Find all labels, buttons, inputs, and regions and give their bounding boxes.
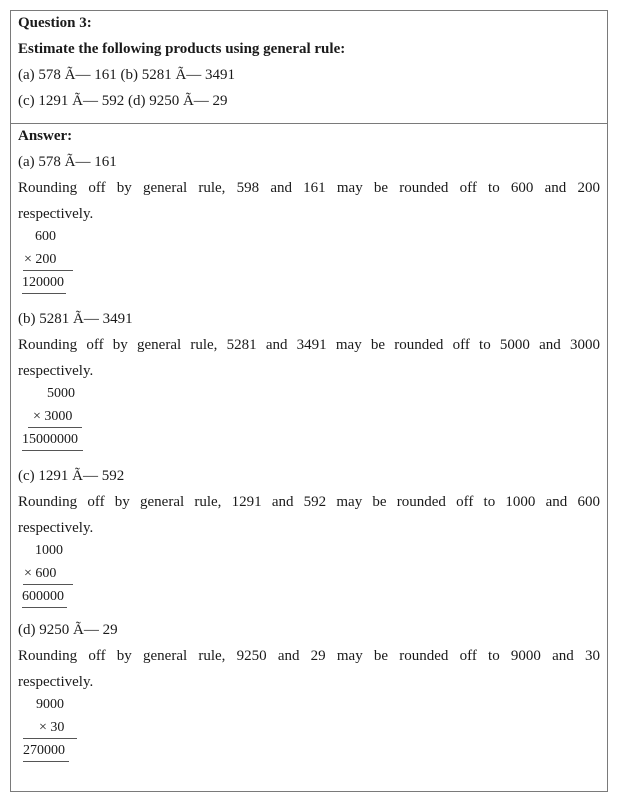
question-prompt: Estimate the following products using general rule: <box>18 41 346 57</box>
part-b-explanation: Rounding off by general rule, 5281 and 3491 may be rounded off to 5000 and 3000 <box>18 337 600 353</box>
part-a-explanation-end: respectively. <box>18 206 94 222</box>
question-answer-table <box>10 10 608 792</box>
part-d-multiplicand: 9000 <box>36 697 64 712</box>
part-d-explanation: Rounding off by general rule, 9250 and 29 may be rounded off to 9000 and 30 <box>18 648 600 664</box>
part-d-multiplier: × 30 <box>39 720 65 735</box>
part-c-multiplicand: 1000 <box>35 543 63 558</box>
part-b-underline <box>22 450 83 451</box>
part-b-multiplier: × 3000 <box>33 409 73 424</box>
part-c-product: 600000 <box>22 589 64 604</box>
part-a-rule <box>23 270 73 271</box>
part-c-multiplier: × 600 <box>24 566 57 581</box>
part-c-underline <box>22 607 67 608</box>
question-cell <box>11 11 607 124</box>
answer-title: Answer: <box>18 128 73 144</box>
part-d-label: (d) 9250 Ã— 29 <box>18 622 118 638</box>
part-d-underline <box>23 761 69 762</box>
part-b-multiplicand: 5000 <box>47 386 75 401</box>
part-a-multiplier: × 200 <box>24 252 57 267</box>
part-d-explanation-end: respectively. <box>18 674 94 690</box>
part-a-product: 120000 <box>22 275 64 290</box>
part-c-label: (c) 1291 Ã— 592 <box>18 468 125 484</box>
question-items-line-1: (a) 578 Ã— 161 (b) 5281 Ã— 3491 <box>18 67 236 83</box>
part-a-explanation: Rounding off by general rule, 598 and 161 may be rounded off to 600 and 200 <box>18 180 600 196</box>
part-d-rule <box>23 738 77 739</box>
part-c-explanation-end: respectively. <box>18 520 94 536</box>
part-a-underline <box>22 293 66 294</box>
part-a-multiplicand: 600 <box>35 229 56 244</box>
question-title: Question 3: <box>18 15 92 31</box>
part-b-product: 15000000 <box>22 432 78 447</box>
answer-cell <box>11 124 607 791</box>
part-b-rule <box>28 427 82 428</box>
part-a-label: (a) 578 Ã— 161 <box>18 154 117 170</box>
part-b-explanation-end: respectively. <box>18 363 94 379</box>
part-d-product: 270000 <box>23 743 65 758</box>
part-c-rule <box>23 584 73 585</box>
part-c-explanation: Rounding off by general rule, 1291 and 592 may be rounded off to 1000 and 600 <box>18 494 600 510</box>
question-items-line-2: (c) 1291 Ã— 592 (d) 9250 Ã— 29 <box>18 93 228 109</box>
part-b-label: (b) 5281 Ã— 3491 <box>18 311 133 327</box>
